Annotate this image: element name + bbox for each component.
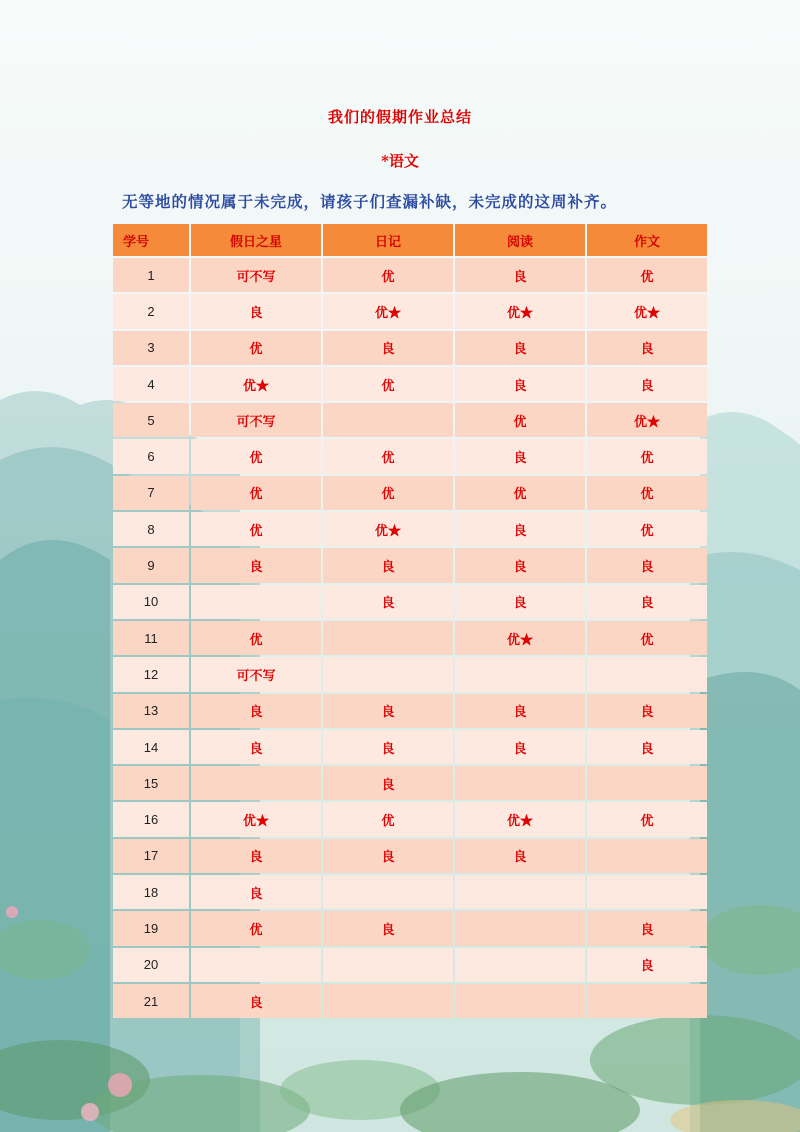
composition-cell [587, 839, 707, 873]
reading-cell: 良 [455, 331, 585, 365]
table-row [113, 294, 707, 328]
student-id-cell: 20 [113, 948, 189, 982]
student-id-cell: 15 [113, 766, 189, 800]
composition-cell: 良 [587, 948, 707, 982]
student-id-cell: 16 [113, 802, 189, 836]
holiday-star-cell: 良 [191, 984, 321, 1018]
reading-cell: 良 [455, 512, 585, 546]
holiday-star-cell: 良 [191, 294, 321, 328]
holiday-star-cell: 优 [191, 512, 321, 546]
diary-cell: 良 [323, 730, 453, 764]
page-title: 我们的假期作业总结 [327, 108, 472, 126]
table-row [113, 476, 707, 510]
student-id-cell: 9 [113, 548, 189, 582]
student-id-cell: 8 [113, 512, 189, 546]
table-row [113, 439, 707, 473]
reading-cell [455, 984, 585, 1018]
diary-cell: 优 [323, 367, 453, 401]
reading-cell [455, 657, 585, 691]
table-row [113, 258, 707, 292]
composition-cell: 良 [587, 911, 707, 945]
reading-cell: 良 [455, 585, 585, 619]
diary-cell: 优 [323, 802, 453, 836]
header-reading: 阅读 [455, 224, 585, 256]
table-row [113, 621, 707, 655]
composition-cell: 优★ [587, 294, 707, 328]
holiday-star-cell: 可不写 [191, 657, 321, 691]
reading-cell: 良 [455, 367, 585, 401]
composition-cell [587, 875, 707, 909]
holiday-star-cell: 良 [191, 730, 321, 764]
reading-cell: 优 [455, 403, 585, 437]
table-row [113, 657, 707, 691]
diary-cell: 良 [323, 548, 453, 582]
reading-cell: 良 [455, 694, 585, 728]
holiday-star-cell: 优★ [191, 802, 321, 836]
table-row [113, 911, 707, 945]
reading-cell: 良 [455, 258, 585, 292]
diary-cell: 良 [323, 331, 453, 365]
diary-cell [323, 657, 453, 691]
student-id-cell: 2 [113, 294, 189, 328]
holiday-star-cell [191, 766, 321, 800]
student-id-cell: 12 [113, 657, 189, 691]
header-student-id: 学号 [113, 224, 189, 256]
student-id-cell: 19 [113, 911, 189, 945]
student-id-cell: 21 [113, 984, 189, 1018]
diary-cell: 优★ [323, 294, 453, 328]
student-id-cell: 10 [113, 585, 189, 619]
homework-table [111, 222, 709, 1020]
reading-cell: 优★ [455, 621, 585, 655]
reading-cell: 优★ [455, 294, 585, 328]
diary-cell: 优★ [323, 512, 453, 546]
composition-cell: 优 [587, 439, 707, 473]
composition-cell: 优 [587, 621, 707, 655]
composition-cell: 良 [587, 730, 707, 764]
diary-cell: 良 [323, 839, 453, 873]
table-row [113, 984, 707, 1018]
table-row [113, 331, 707, 365]
reading-cell: 良 [455, 439, 585, 473]
header-diary: 日记 [323, 224, 453, 256]
student-id-cell: 7 [113, 476, 189, 510]
header-holiday-star: 假日之星 [191, 224, 321, 256]
holiday-star-cell: 优★ [191, 367, 321, 401]
holiday-star-cell: 良 [191, 694, 321, 728]
composition-cell [587, 984, 707, 1018]
student-id-cell: 6 [113, 439, 189, 473]
composition-cell: 优 [587, 258, 707, 292]
diary-cell [323, 621, 453, 655]
table-row [113, 802, 707, 836]
holiday-star-cell: 可不写 [191, 403, 321, 437]
student-id-cell: 13 [113, 694, 189, 728]
composition-cell: 良 [587, 331, 707, 365]
composition-cell: 优 [587, 476, 707, 510]
table-header-row [113, 224, 707, 256]
header-composition: 作文 [587, 224, 707, 256]
reading-cell [455, 948, 585, 982]
table-row [113, 766, 707, 800]
diary-cell [323, 403, 453, 437]
composition-cell: 优★ [587, 403, 707, 437]
diary-cell: 良 [323, 766, 453, 800]
table-row [113, 548, 707, 582]
student-id-cell: 5 [113, 403, 189, 437]
reading-cell [455, 766, 585, 800]
composition-cell: 良 [587, 548, 707, 582]
composition-cell [587, 766, 707, 800]
composition-cell [587, 657, 707, 691]
composition-cell: 优 [587, 802, 707, 836]
reading-cell [455, 875, 585, 909]
holiday-star-cell: 优 [191, 911, 321, 945]
diary-cell [323, 875, 453, 909]
composition-cell: 良 [587, 367, 707, 401]
student-id-cell: 17 [113, 839, 189, 873]
student-id-cell: 14 [113, 730, 189, 764]
holiday-star-cell: 良 [191, 548, 321, 582]
holiday-star-cell: 良 [191, 875, 321, 909]
diary-cell [323, 984, 453, 1018]
composition-cell: 良 [587, 694, 707, 728]
holiday-star-cell: 良 [191, 839, 321, 873]
composition-cell: 优 [587, 512, 707, 546]
diary-cell: 优 [323, 476, 453, 510]
section-title: *语文 [381, 152, 419, 170]
diary-cell: 优 [323, 258, 453, 292]
holiday-star-cell: 优 [191, 331, 321, 365]
composition-cell: 良 [587, 585, 707, 619]
table-row [113, 512, 707, 546]
holiday-star-cell: 优 [191, 621, 321, 655]
holiday-star-cell [191, 948, 321, 982]
reading-cell: 良 [455, 839, 585, 873]
student-id-cell: 18 [113, 875, 189, 909]
table-row [113, 367, 707, 401]
table-row [113, 875, 707, 909]
holiday-star-cell: 优 [191, 439, 321, 473]
student-id-cell: 4 [113, 367, 189, 401]
reading-cell [455, 911, 585, 945]
holiday-star-cell: 优 [191, 476, 321, 510]
table-row [113, 694, 707, 728]
student-id-cell: 3 [113, 331, 189, 365]
reading-cell: 良 [455, 730, 585, 764]
table-row [113, 403, 707, 437]
table-row [113, 948, 707, 982]
instruction-note: 无等地的情况属于未完成，请孩子们查漏补缺，未完成的这周补齐。 [122, 192, 618, 211]
diary-cell: 良 [323, 694, 453, 728]
diary-cell: 优 [323, 439, 453, 473]
reading-cell: 优 [455, 476, 585, 510]
student-id-cell: 11 [113, 621, 189, 655]
holiday-star-cell [191, 585, 321, 619]
student-id-cell: 1 [113, 258, 189, 292]
reading-cell: 良 [455, 548, 585, 582]
reading-cell: 优★ [455, 802, 585, 836]
diary-cell [323, 948, 453, 982]
diary-cell: 良 [323, 585, 453, 619]
diary-cell: 良 [323, 911, 453, 945]
table-row [113, 839, 707, 873]
holiday-star-cell: 可不写 [191, 258, 321, 292]
table-row [113, 585, 707, 619]
table-row [113, 730, 707, 764]
